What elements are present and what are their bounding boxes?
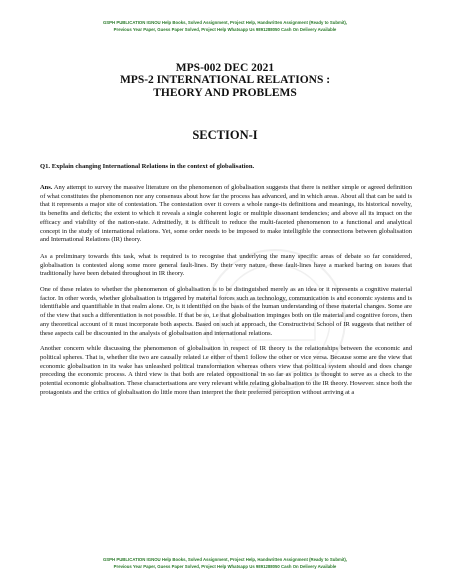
footer-banner	[40, 556, 410, 570]
answer-label: Ans.	[40, 184, 53, 191]
answer-paragraph-3: One of these relates to whether the phenomenon of globalisation is to be distinguished merely as an idea or it represents a cognitive material factor. In other words, whether globalisation is triggered by material forces such as technology, communication is and economic systems and is identifiable and quantifiable in that realm alone. Or, is it identified on the basis of the human understanding of these material changes. Some are of the view that such a differentiation is not possible. If that be so, i.e that globalisation impinges both on tile material and cognitive forces, then any theoretical account of it must incorporate both aspects. Based on such at approach, the Constructivist School of IR suggests that neither of these aspects call be discounted in the analysis of globalisation and international relations.	[40, 286, 412, 337]
footer-banner-line-2: Previous Year Paper, Guess Paper Solved, Project Help Whatsapp Us 9891288050 Cash On Delivery Available	[113, 564, 337, 569]
answer-paragraph-1-text: Any attempt to survey the massive literature on the phenomenon of globalisation suggests that there is neither simple or agreed definition of what constitutes the phenomenon nor any consensus about how far the process has advanced, and in which areas. About all that can be said is that it represents a major site of contestation. The contestation over it covers a whole range-its definitions and meanings, its historical novelty, its benefits and deficits; the extent to which it reveals a single coherent logic or multiple dissonant tendencies; and above all its impact on the efficacy and viability of the nation-state. Admittedly, it is difficult to reduce the multi-faceted phenomenon to a functional and analytical concept in the study of international relations. Yet, some order needs to be imposed to make intelligible the connections between globalisation and International Relations (IR) theory.	[40, 184, 412, 244]
header-banner-line-2: Previous Year Paper, Guess Paper Solved, Project Help Whatsapp Us 9891288050 Cash On Delivery Available	[113, 27, 337, 32]
section-heading: SECTION-I	[192, 128, 258, 142]
course-title: MPS-2 INTERNATIONAL RELATIONS :	[119, 74, 331, 86]
question-text: Q1. Explain changing International Relations in the context of globalisation.	[40, 163, 255, 170]
header-banner	[40, 19, 410, 33]
answer-paragraph-4: Another concern while discussing the phenomenon of globalisation in respect of IR theory is the relationships between the economic and political spheres. That is, whether tlie two are causally related i.e either of then1 follow the other or vice versa. Because some are the view that economic globalisation in its wake has unleashed political transformation whereas others view that political system should and does change preceding the economic process. A third view is that both are related oppositional in so far as politics is thought to serve as a check to the potential economic globalisation. These characterisations are very relevant while relating globalisation to tlie IR theory. However. since both the protagonists and the critics of globalisation do little more than interpret the their preferred perception without arriving at a	[40, 345, 412, 396]
answer-body	[40, 184, 412, 404]
course-subtitle: THEORY AND PROBLEMS	[153, 87, 297, 99]
exam-code: MPS-002 DEC 2021	[175, 62, 275, 74]
answer-paragraph-2: As a preliminary towards this task, what is required is to recognise that underlying the many specific areas of debate so far considered, globalisation is contested along some more general fault-lines. By their very nature, these fault-lines have a marked baring on issues that traditionally have been debated throughout in IR theory.	[40, 252, 412, 278]
answer-paragraph-1	[40, 184, 412, 245]
header-banner-line-1: GSPH PUBLICATION IGNOU Help Books, Solved Assignment, Project Help, Handwritten Assignment (Ready to Submit),	[102, 20, 348, 25]
footer-banner-line-1: GSPH PUBLICATION IGNOU Help Books, Solved Assignment, Project Help, Handwritten Assignment (Ready to Submit),	[102, 557, 348, 562]
